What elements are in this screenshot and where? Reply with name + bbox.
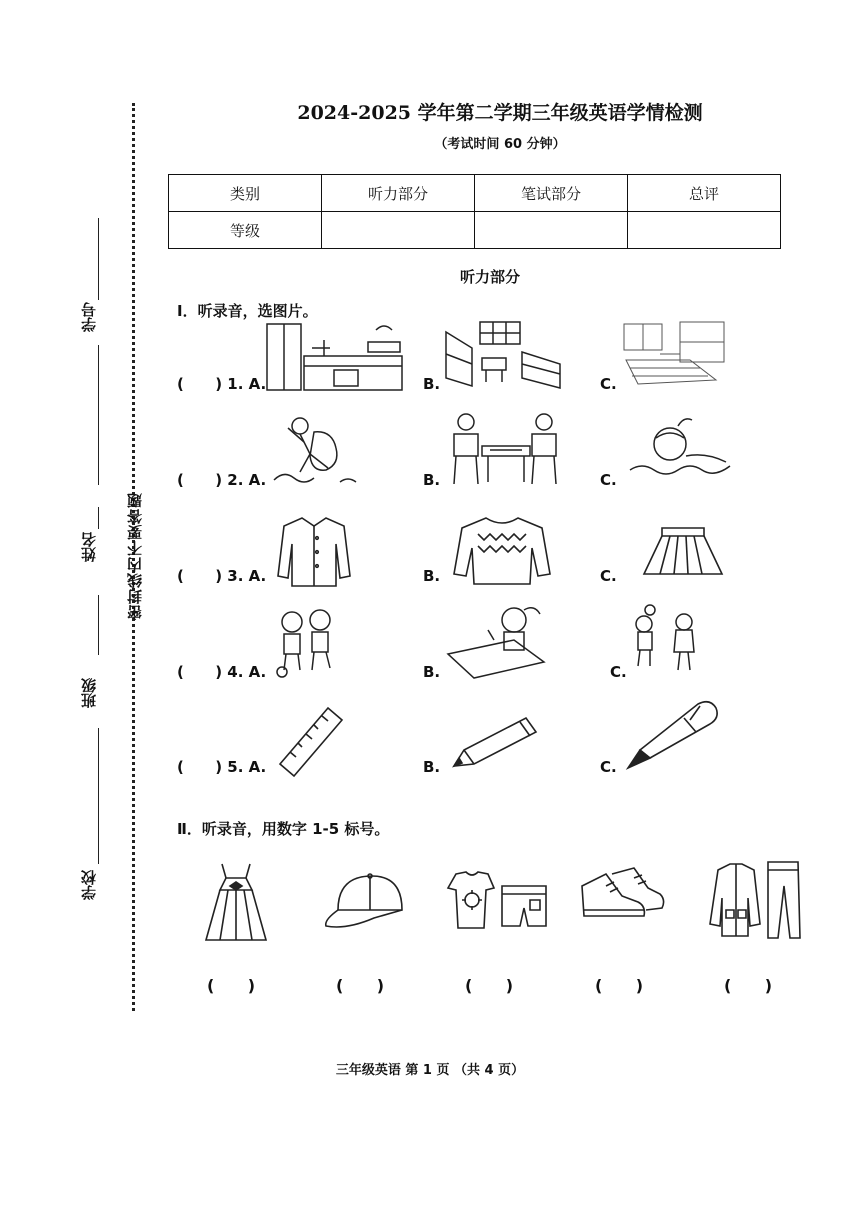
tshirt-shorts-icon[interactable]	[442, 868, 550, 932]
pencil-icon[interactable]	[450, 712, 540, 770]
coat-pants-icon[interactable]	[700, 858, 804, 940]
climbing-icon[interactable]	[270, 414, 366, 490]
option-c-label: C.	[600, 567, 617, 585]
option-c-label: C.	[600, 471, 617, 489]
cap-icon[interactable]	[322, 870, 408, 932]
listening-grade-cell[interactable]	[322, 212, 475, 249]
question-3-label: ( ) 3. A.	[177, 567, 267, 585]
blank-line	[98, 345, 99, 485]
school-line[interactable]	[98, 820, 99, 864]
kitchen-icon[interactable]	[264, 318, 406, 394]
question-1-label: ( ) 1. A.	[177, 375, 267, 393]
part1-instruction: Ⅰ．听录音，选图片。	[177, 302, 318, 320]
option-b-label: B.	[423, 758, 441, 776]
answer-blank[interactable]: ( )	[465, 976, 514, 995]
sneakers-icon[interactable]	[576, 866, 666, 930]
exam-duration: （考试时间 60 分钟）	[434, 137, 566, 152]
grade-table	[168, 174, 781, 249]
table-header-cell: 听力部分	[322, 175, 475, 212]
table-header-cell: 总评	[628, 175, 781, 212]
ruler-icon[interactable]	[276, 704, 344, 778]
answer-blank[interactable]: ( )	[336, 976, 385, 995]
playing-chess-icon[interactable]	[446, 410, 566, 490]
table-header-cell: 笔试部分	[475, 175, 628, 212]
student-name-label: 姓名	[80, 532, 98, 562]
page-footer: 三年级英语 第 1 页 （共 4 页）	[335, 1063, 525, 1078]
playing-football-icon[interactable]	[274, 606, 344, 680]
answer-blank[interactable]: ( )	[207, 976, 256, 995]
student-number-label: 学号	[80, 302, 98, 332]
pen-icon[interactable]	[624, 696, 720, 772]
student-name-line[interactable]	[98, 507, 99, 529]
option-c-label: C.	[610, 663, 627, 681]
skirt-icon[interactable]	[640, 524, 726, 580]
student-number-line[interactable]	[98, 218, 99, 300]
class-label: 班级	[80, 678, 98, 708]
answer-blank[interactable]: ( )	[724, 976, 773, 995]
option-b-label: B.	[423, 471, 441, 489]
dress-icon[interactable]	[200, 860, 272, 946]
sweater-icon[interactable]	[450, 514, 554, 588]
option-c-label: C.	[600, 375, 617, 393]
shirt-icon[interactable]	[274, 514, 354, 590]
written-grade-cell[interactable]	[475, 212, 628, 249]
seal-note: 密封线内不要答题	[126, 492, 144, 620]
exam-title: 2024-2025 学年第二学期三年级英语学情检测	[297, 102, 703, 124]
option-c-label: C.	[600, 758, 617, 776]
answer-blank[interactable]: ( )	[595, 976, 644, 995]
school-label: 学校	[80, 870, 98, 900]
question-2-label: ( ) 2. A.	[177, 471, 267, 489]
table-header-cell: 类别	[169, 175, 322, 212]
swimming-icon[interactable]	[626, 416, 734, 488]
bedroom-icon[interactable]	[620, 318, 728, 390]
playing-ball-icon[interactable]	[628, 604, 700, 676]
living-room-icon[interactable]	[442, 318, 566, 390]
blank-line	[98, 595, 99, 655]
question-5-label: ( ) 5. A.	[177, 758, 267, 776]
option-b-label: B.	[423, 663, 441, 681]
option-b-label: B.	[423, 375, 441, 393]
grade-table-header-row	[169, 175, 781, 212]
drawing-icon[interactable]	[444, 600, 548, 680]
overall-grade-cell[interactable]	[628, 212, 781, 249]
option-b-label: B.	[423, 567, 441, 585]
question-4-label: ( ) 4. A.	[177, 663, 267, 681]
grade-table-row	[169, 212, 781, 249]
grade-row-label: 等级	[169, 212, 322, 249]
part2-instruction: Ⅱ．听录音，用数字 1-5 标号。	[177, 820, 390, 838]
listening-section-heading: 听力部分	[459, 268, 520, 286]
